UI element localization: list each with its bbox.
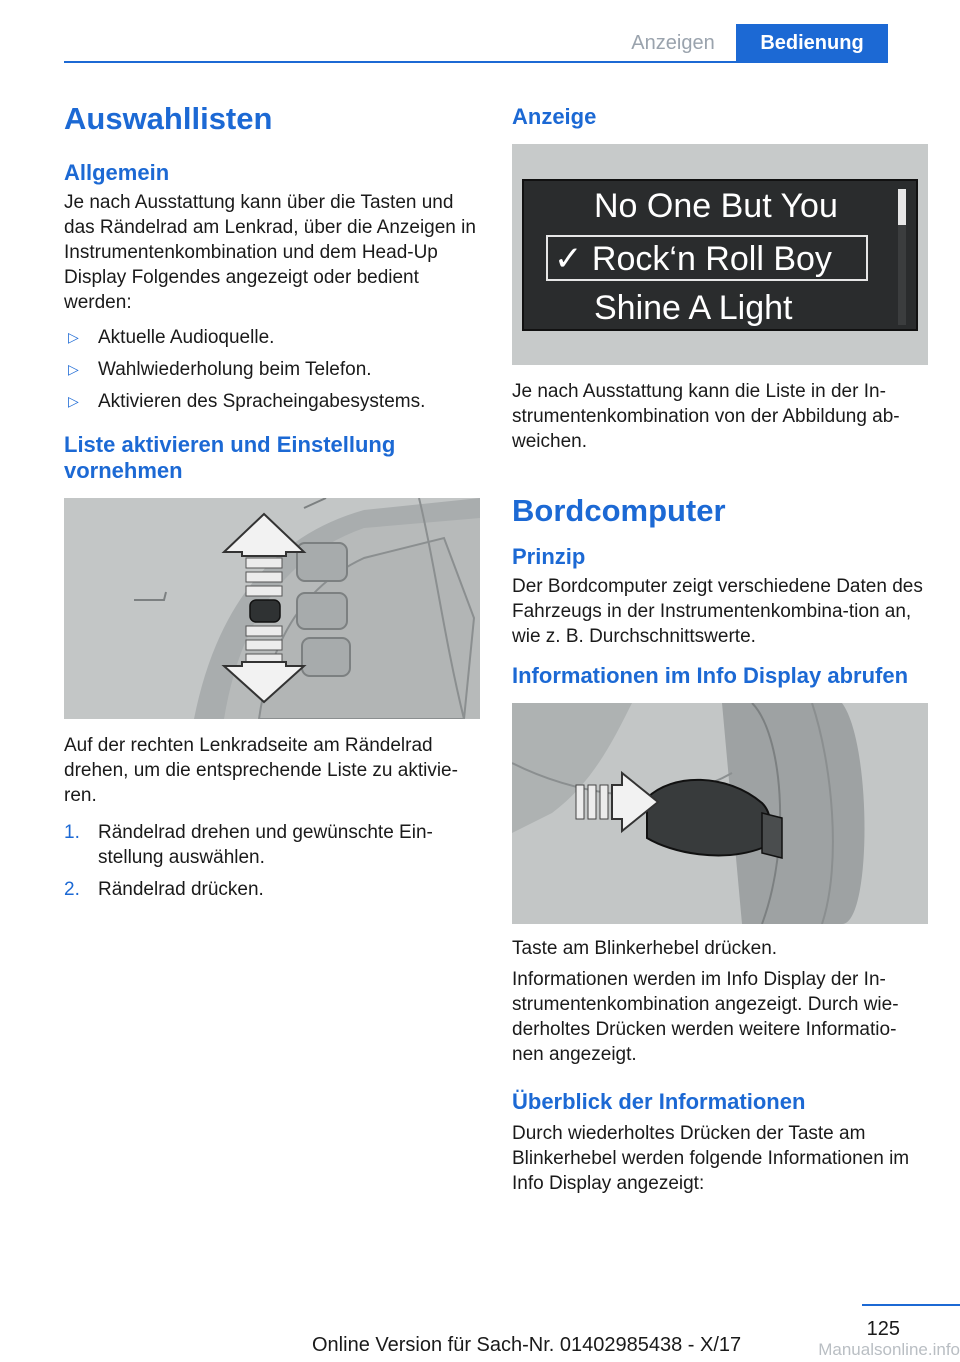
heading-allgemein: Allgemein [64, 160, 170, 185]
tab-anzeigen[interactable]: Anzeigen [631, 32, 715, 54]
right-column [512, 100, 928, 1196]
page-number: 125 [866, 1318, 900, 1340]
list-item: 2. Rändelrad drücken. [64, 879, 264, 900]
left-column [64, 100, 480, 909]
list-item: 1. Rändelrad drehen und gewünschte Ein-stellung auswählen. [64, 822, 433, 868]
section-title-bordcomputer: Bordcomputer [512, 493, 726, 528]
heading-liste-aktivieren: Liste aktivieren und Einstellung vornehmen [64, 432, 396, 483]
turn-signal-lever-figure [512, 703, 928, 924]
display-figure [512, 144, 928, 365]
display-caption: Je nach Ausstattung kann die Liste in der In-strumentenkombination von der Abbildung ab-weichen. [512, 381, 900, 452]
lever-illustration [512, 703, 928, 924]
lever-caption: Taste am Blinkerhebel drücken. [512, 938, 778, 959]
wheel-caption: Auf der rechten Lenkradseite am Rändelrad drehen, um die entsprechende Liste zu aktivie-ren. [64, 735, 458, 806]
heading-ueberblick: Überblick der Informationen [512, 1089, 806, 1114]
heading-info-display: Informationen im Info Display abrufen [512, 663, 909, 688]
triangle-bullet-icon: ▷ [68, 361, 79, 377]
principle-paragraph: Der Bordcomputer zeigt verschiedene Daten des Fahrzeugs in der Instrumentenkombina-tion an, wie z. B. Durchschnittswerte. [512, 576, 923, 647]
steps-list [64, 820, 480, 902]
footer-rule [862, 1304, 960, 1306]
tab-bedienung[interactable]: Bedienung [736, 24, 888, 62]
steering-wheel-figure [64, 498, 480, 719]
online-version-note: Online Version für Sach-Nr. 01402985438 - X/17 [312, 1334, 742, 1356]
triangle-bullet-icon: ▷ [68, 393, 79, 409]
heading-prinzip: Prinzip [512, 544, 586, 569]
list-item: ▷ Aktuelle Audioquelle. [68, 327, 275, 348]
steering-wheel-illustration [64, 498, 480, 719]
triangle-bullet-icon: ▷ [68, 329, 79, 345]
section-title-auswahllisten: Auswahllisten [64, 101, 273, 136]
list-item: ▷ Wahlwiederholung beim Telefon. [68, 359, 372, 380]
header-rule [64, 61, 888, 63]
display-scrollbar-thumb [898, 189, 906, 225]
instrument-display [522, 179, 918, 331]
display-item: Shine A Light [594, 289, 793, 327]
heading-anzeige: Anzeige [512, 104, 597, 129]
overview-paragraph: Durch wiederholtes Drücken der Taste am Blinkerhebel werden folgende Informationen im Info Display angezeigt: [512, 1123, 910, 1194]
general-paragraph: Je nach Ausstattung kann über die Tasten und das Rändelrad am Lenkrad, über die Anzeigen in Instrumentenkombination und dem Head-Up Display Folgendes angezeigt oder bedient werden: [64, 192, 476, 313]
feature-list [64, 325, 480, 414]
lever-paragraph: Informationen werden im Info Display der In-strumentenkombination angezeigt. Durch wie-derholtes Drücken werden weitere Informatio-nen angezeigt. [512, 969, 899, 1065]
list-item: ▷ Aktivieren des Spracheingabesystems. [68, 391, 426, 412]
display-item-selected: ✓ Rock‘n Roll Boy [554, 240, 832, 278]
display-item: No One But You [594, 187, 838, 225]
watermark: Manualsonline.info [818, 1340, 960, 1359]
